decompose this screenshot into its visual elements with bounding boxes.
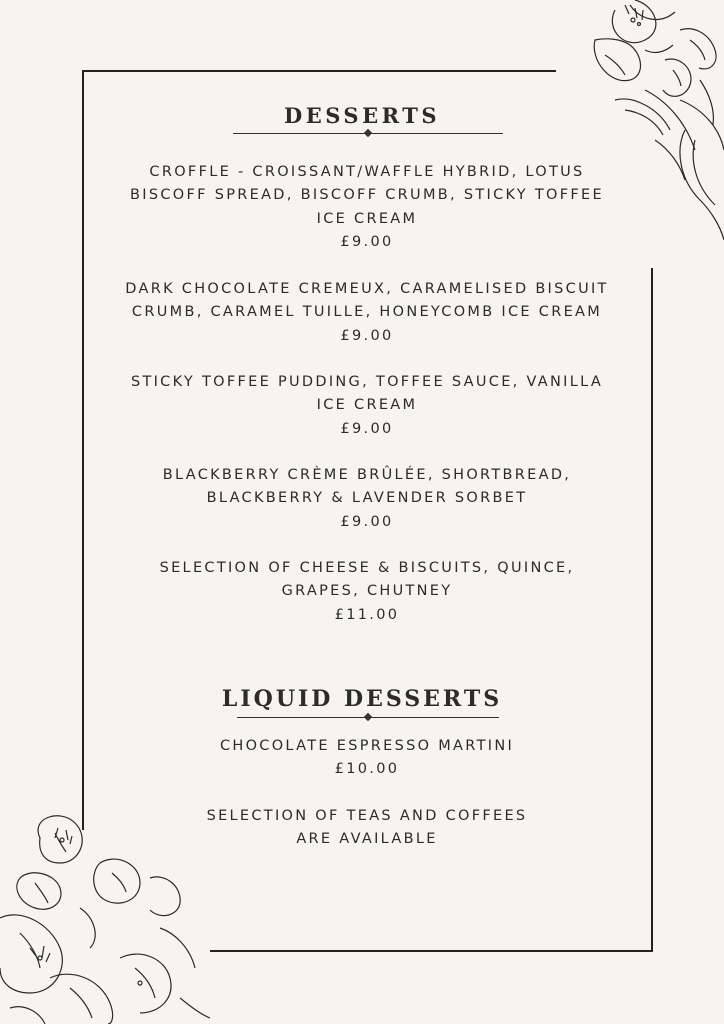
item-price: £9.00: [340, 513, 394, 530]
footer-note-line: ARE AVAILABLE: [296, 831, 438, 848]
desserts-title: DESSERTS: [284, 103, 440, 128]
dessert-item-cheese: [90, 557, 644, 627]
item-price: £10.00: [334, 761, 400, 778]
item-line: SELECTION OF CHEESE & BISCUITS, QUINCE,: [159, 560, 575, 576]
item-line: CROFFLE - CROISSANT/WAFFLE HYBRID, LOTUS: [149, 164, 585, 180]
frame-bottom-line: [210, 950, 652, 952]
item-line: ICE CREAM: [316, 397, 418, 414]
frame-left-line: [82, 70, 84, 830]
liquid-desserts-title: LIQUID DESSERTS: [221, 686, 503, 712]
item-line: STICKY TOFFEE PUDDING, TOFFEE SAUCE, VANILLA: [130, 374, 604, 390]
footer-note: [90, 805, 644, 852]
desserts-divider: [233, 128, 503, 140]
item-line: BLACKBERRY CRÈME BRÛLÉE, SHORTBREAD,: [162, 467, 572, 483]
liquid-desserts-divider: [237, 712, 499, 724]
item-price: £9.00: [340, 327, 394, 344]
item-line: DARK CHOCOLATE CREMEUX, CARAMELISED BISCUIT: [125, 281, 609, 297]
item-line: CRUMB, CARAMEL TUILLE, HONEYCOMB ICE CREAM: [131, 304, 603, 321]
item-line: ICE CREAM: [316, 210, 418, 227]
frame-top-line: [82, 70, 556, 72]
item-price: £9.00: [340, 233, 394, 250]
divider-diamond-icon: [364, 129, 372, 137]
item-line: GRAPES, CHUTNEY: [281, 583, 453, 600]
frame-right-line: [651, 268, 653, 952]
divider-diamond-icon: [364, 713, 372, 721]
item-line: BISCOFF SPREAD, BISCOFF CRUMB, STICKY TOFFEE: [130, 187, 604, 204]
footer-note-line: SELECTION OF TEAS AND COFFEES: [206, 808, 528, 824]
item-price: £11.00: [334, 606, 400, 623]
dessert-item-dark-chocolate: [90, 278, 644, 348]
item-line: CHOCOLATE ESPRESSO MARTINI: [219, 738, 515, 754]
dessert-item-croffle: [90, 161, 644, 254]
dessert-item-creme-brulee: [90, 464, 644, 534]
item-price: £9.00: [340, 420, 394, 437]
item-line: BLACKBERRY & LAVENDER SORBET: [206, 490, 528, 507]
dessert-item-sticky-toffee: [90, 371, 644, 441]
liquid-item-espresso-martini: [90, 735, 644, 782]
